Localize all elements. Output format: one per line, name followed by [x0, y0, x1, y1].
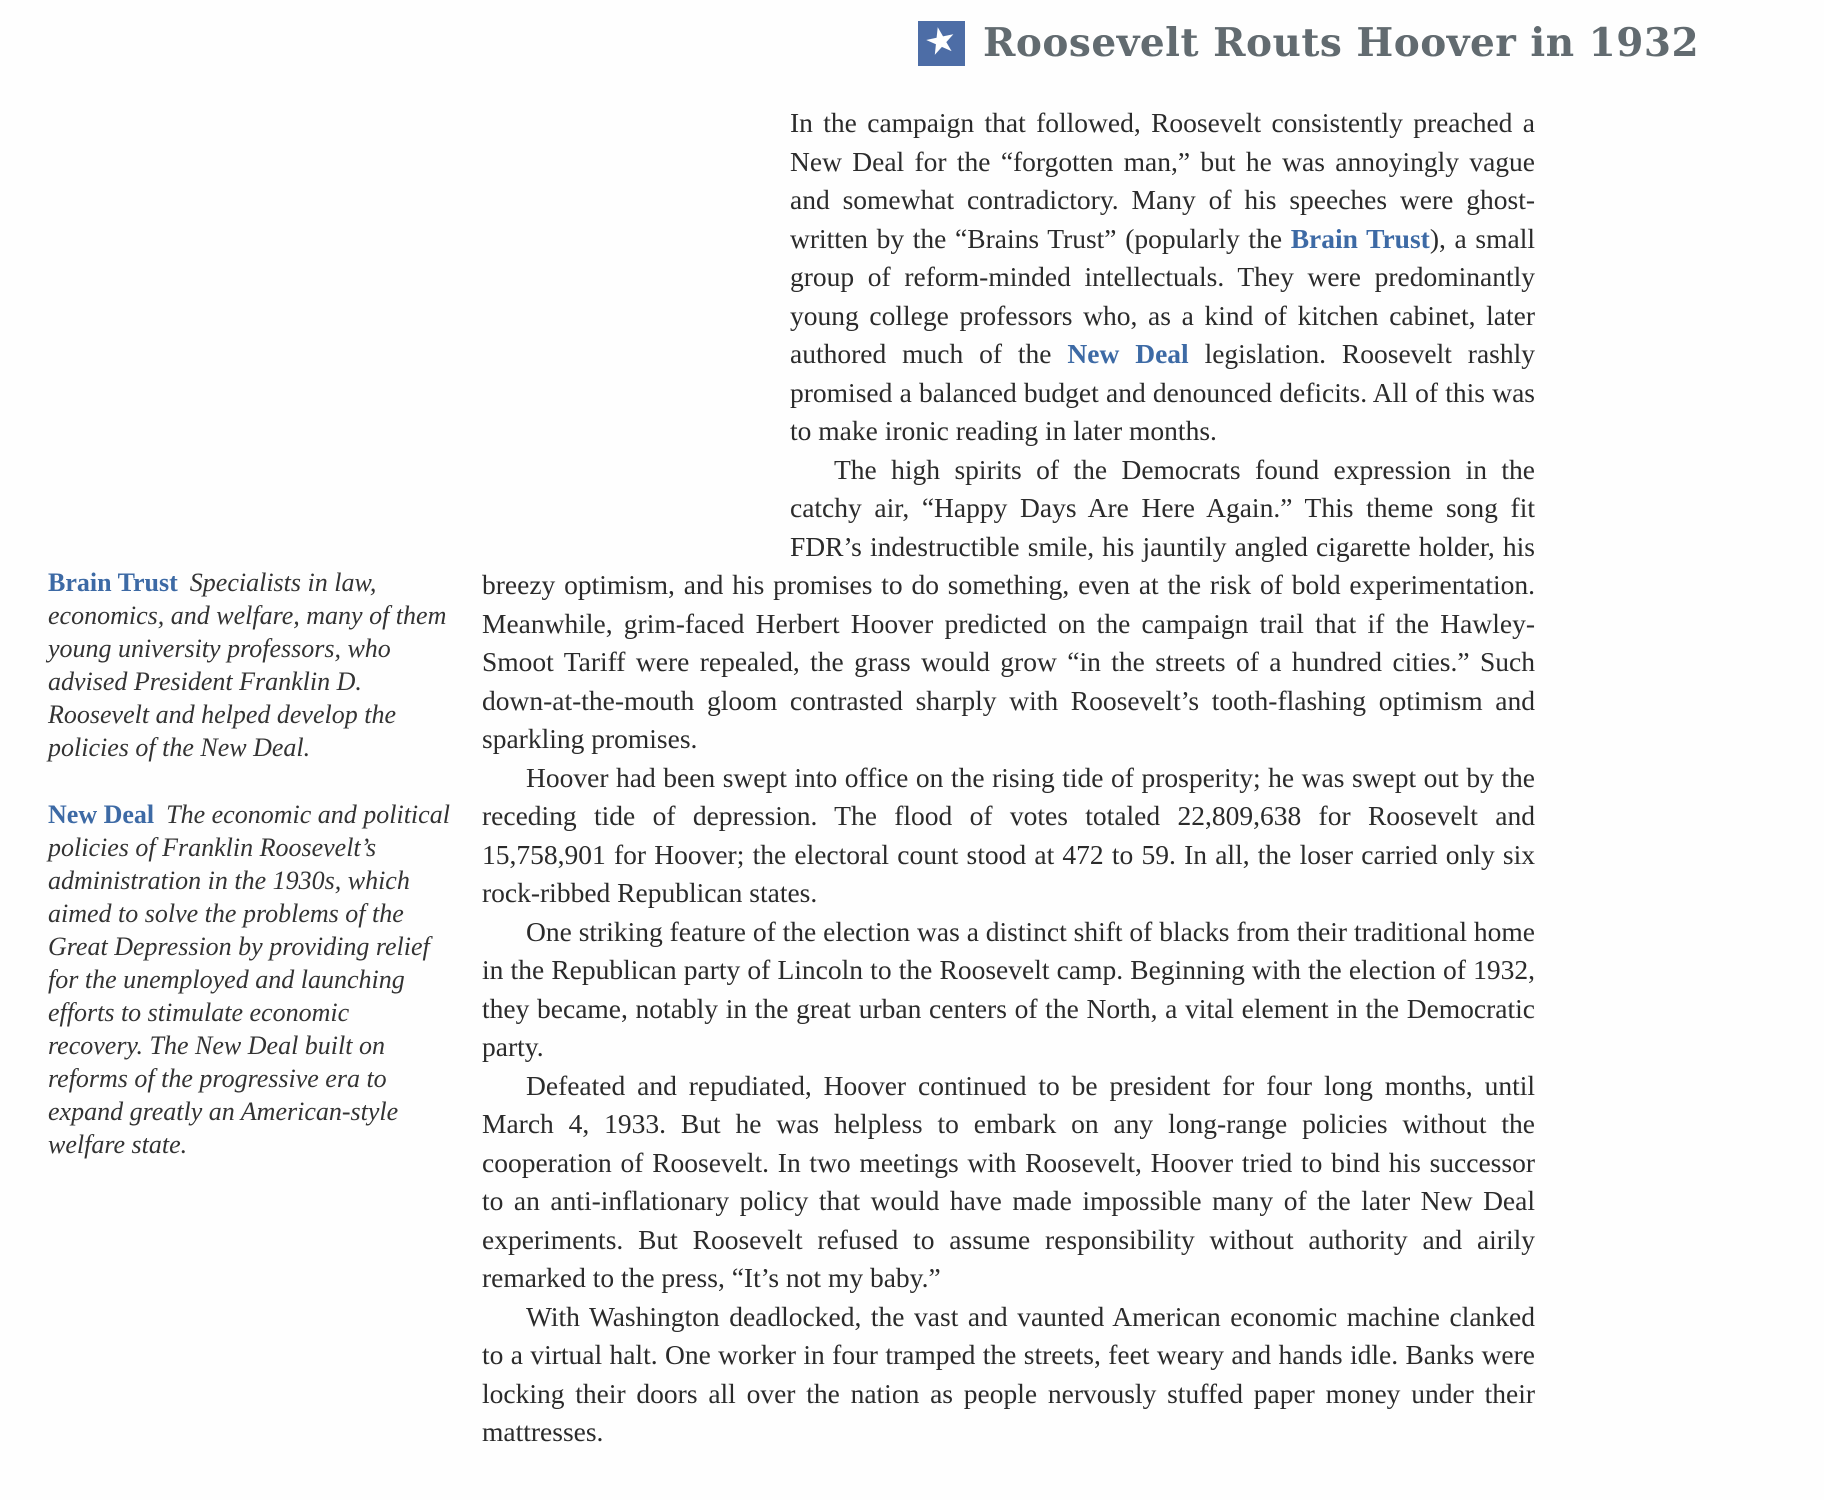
glossary-entry-brain-trust: [48, 566, 450, 764]
glossary-term-new-deal: New Deal: [48, 800, 155, 829]
glossary-term-brain-trust: Brain Trust: [48, 568, 178, 597]
paragraph-text: ), a small group of reform-minded intellectuals. They were predominantly young college professors who, as a kind of kitchen cabinet, later authored much of the: [790, 222, 1535, 369]
section-title: Roosevelt Routs Hoover in 1932: [983, 20, 1700, 66]
glossary-definition-new-deal: The economic and political policies of Franklin Roosevelt’s administration in the 1930s, which aimed to solve the problems of the Great Depression by providing relief for the unemployed and launching efforts to stimulate economic recovery. The New Deal built on reforms of the progressive era to expand greatly an American-style welfare state.: [48, 800, 450, 1159]
paragraph-text: legislation. Roosevelt rashly promised a balanced budget and denounced deficits. All of this was to make ironic reading in later months.: [790, 338, 1535, 446]
article-column: [482, 18, 1700, 1452]
paragraph-economic-halt: With Washington deadlocked, the vast and vaunted American economic machine clanked to a virtual halt. One worker in four tramped the streets, feet weary and hands idle. Banks were locking their doors all over the nation as people nervously stuffed paper money under their mattresses.: [482, 1300, 1535, 1447]
section-heading: [918, 18, 1700, 66]
paragraph-election-results: Hoover had been swept into office on the rising tide of prosperity; he was swept out by the receding tide of depression. The flood of votes totaled 22,809,638 for Roosevelt and 15,758,901 for Hoover; the electoral count stood at 472 to 59. In all, the loser carried only six rock-ribbed Republican states.: [482, 761, 1535, 908]
new-deal-term: New Deal: [1067, 338, 1189, 369]
paragraph-text: In the campaign that followed, Roosevelt consistently preached a New Deal for the “forgotten man,” but he was annoyingly vague and somewhat contradictory. Many of his speeches were ghost-written by the “Brains Trust” (popularly the: [790, 107, 1535, 254]
star-icon: ★: [918, 21, 965, 66]
paragraph-lame-duck-hoover: Defeated and repudiated, Hoover continued to be president for four long months, until March 4, 1933. But he was helpless to embark on any long-range policies without the cooperation of Roosevelt. In two meetings with Roosevelt, Hoover tried to bind his successor to an anti-inflationary policy that would have made impossible many of the later New Deal experiments. But Roosevelt refused to assume responsibility without authority and airily remarked to the press, “It’s not my baby.”: [482, 1069, 1535, 1293]
layout-spacer: [482, 104, 790, 566]
glossary-definition-brain-trust: Specialists in law, economics, and welfare, many of them young university professors, who advised President Franklin D. Roosevelt and helped develop the policies of the New Deal.: [48, 568, 447, 762]
paragraph-high-spirits: The high spirits of the Democrats found expression in the catchy air, “Happy Days Are Here Again.” This theme song fit FDR’s indestructible smile, his jauntily angled cigarette holder, his breezy optimism, and his promises to do something, even at the risk of bold experimentation. Meanwhile, grim-faced Herbert Hoover predicted on the campaign trail that if the Hawley-Smoot Tariff were repealed, the grass would grow “in the streets of a hundred cities.” Such down-at-the-mouth gloom contrasted sharply with Roosevelt’s tooth-flashing optimism and sparkling promises.: [482, 453, 1535, 754]
paragraph-black-voters-shift: One striking feature of the election was a distinct shift of blacks from their traditional home in the Republican party of Lincoln to the Roosevelt camp. Beginning with the election of 1932, they became, notably in the great urban centers of the North, a vital element in the Democratic party.: [482, 915, 1535, 1062]
glossary-entry-new-deal: [48, 798, 450, 1161]
scan-fade-artifact: [1754, 900, 1824, 1460]
brain-trust-term: Brain Trust: [1290, 222, 1430, 254]
article-body: [482, 104, 1535, 1452]
glossary-margin-column: [48, 566, 450, 1195]
